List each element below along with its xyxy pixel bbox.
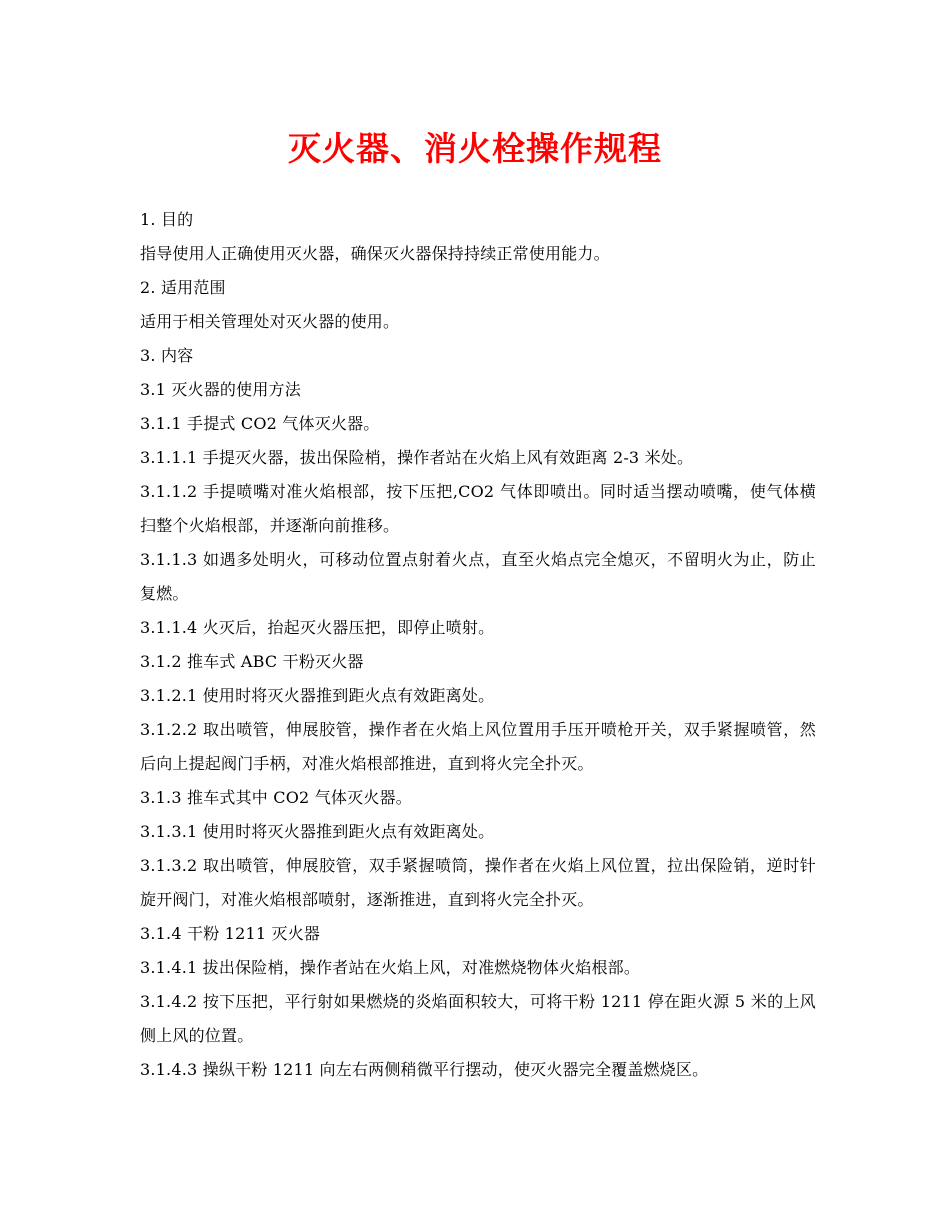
document-title: 灭火器、消火栓操作规程 (288, 129, 662, 168)
body-paragraph: 3.1 灭火器的使用方法 (140, 380, 301, 399)
body-paragraph: 3.1.4 干粉 1211 灭火器 (140, 924, 321, 943)
body-paragraph: 3.1.1.2 手提喷嘴对准火焰根部，按下压把,CO2 气体即喷出。同时适当摆动喷嘴，使气体横扫整个火焰根部，并逐渐向前推移。 (140, 482, 816, 535)
body-paragraph: 3.1.4.1 拔出保险梢，操作者站在火焰上风，对准燃烧物体火焰根部。 (140, 958, 641, 977)
body-paragraph: 3.1.1.3 如遇多处明火，可移动位置点射着火点，直至火焰点完全熄灭，不留明火为止，防止复燃。 (140, 550, 816, 603)
body-paragraph: 适用于相关管理处对灭火器的使用。 (140, 312, 400, 331)
body-paragraph: 1. 目的 (140, 210, 194, 229)
body-paragraph: 3.1.3 推车式其中 CO2 气体灭火器。 (140, 788, 412, 807)
body-paragraph: 指导使用人正确使用灭火器，确保灭火器保持持续正常使用能力。 (140, 244, 610, 263)
body-paragraph: 3.1.4.2 按下压把，平行射如果燃烧的炎焰面积较大，可将干粉 1211 停在距火源 5 米的上风侧上风的位置。 (140, 992, 816, 1045)
body-paragraph: 3.1.2.1 使用时将灭火器推到距火点有效距离处。 (140, 686, 495, 705)
body-paragraph: 3.1.2 推车式 ABC 干粉灭火器 (140, 652, 364, 671)
body-paragraph: 2. 适用范围 (140, 278, 226, 297)
body-paragraph: 3.1.1.4 火灭后，抬起灭火器压把，即停止喷射。 (140, 618, 495, 637)
body-paragraph: 3.1.1.1 手提灭火器，拔出保险梢，操作者站在火焰上风有效距离 2-3 米处。 (140, 448, 694, 467)
body-paragraph: 3.1.3.2 取出喷管，伸展胶管，双手紧握喷筒，操作者在火焰上风位置，拉出保险销，逆时针旋开阀门，对准火焰根部喷射，逐渐推进，直到将火完全扑灭。 (140, 856, 816, 909)
body-paragraph: 3.1.3.1 使用时将灭火器推到距火点有效距离处。 (140, 822, 495, 841)
body-paragraph: 3. 内容 (140, 346, 194, 365)
document-body (140, 203, 816, 1087)
body-paragraph: 3.1.4.3 操纵干粉 1211 向左右两侧稍微平行摆动，使灭火器完全覆盖燃烧区。 (140, 1060, 709, 1079)
body-paragraph: 3.1.2.2 取出喷管，伸展胶管，操作者在火焰上风位置用手压开喷枪开关，双手紧握喷管，然后向上提起阀门手柄，对准火焰根部推进，直到将火完全扑灭。 (140, 720, 816, 773)
body-paragraph: 3.1.1 手提式 CO2 气体灭火器。 (140, 414, 380, 433)
